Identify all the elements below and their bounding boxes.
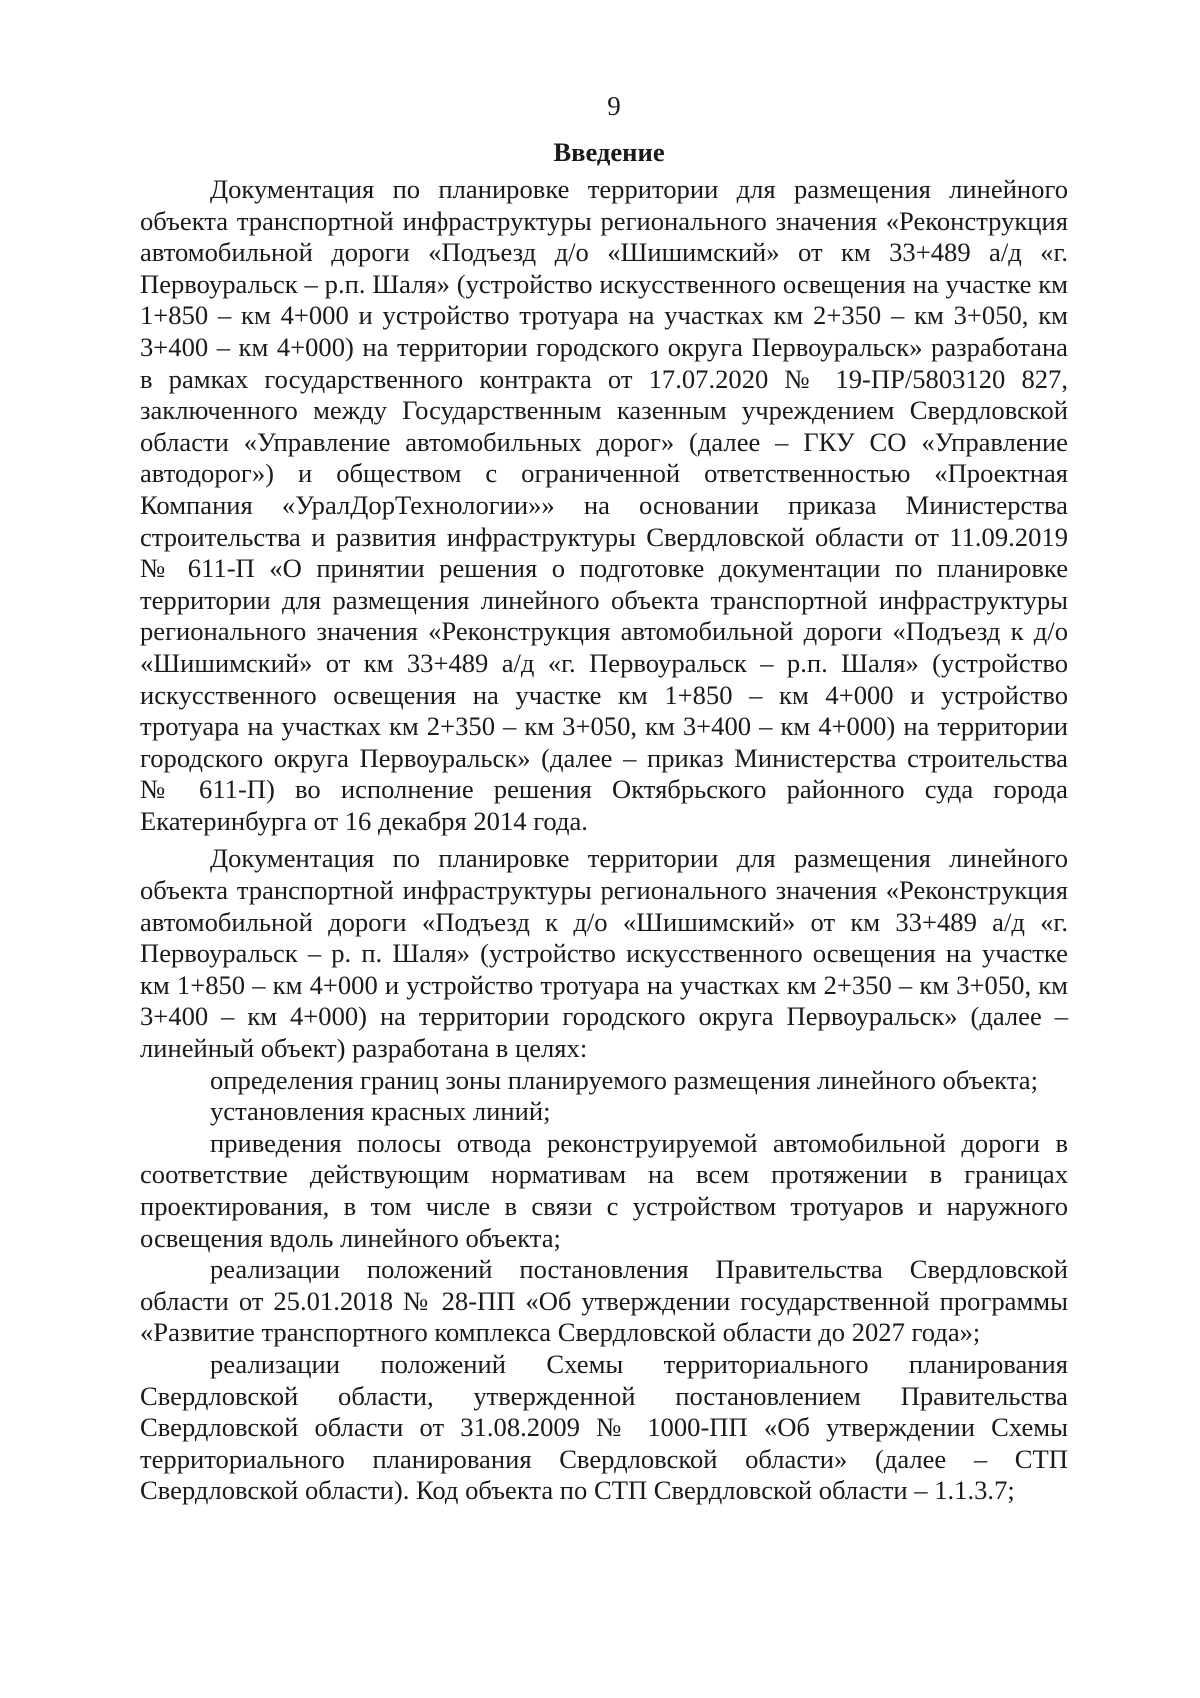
section-title: Введение (553, 137, 665, 167)
paragraph-intro-2: Документация по планировке территории для размещения линейного объекта транспортной инфраструктуры регионального значения «Реконструкция автомобильной дороги «Подъезд к д/о «Шишимский» от км 33+489 а/д «г. Первоуральск – р. п. Шаля» (устройство искусственного освещения на участке км 1+850 – км 4+000 и устройство тротуара на участках км 2+350 – км 3+050, км 3+400 – км 4+000) на территории городского округа Первоуральск» (далее – линейный объект) разработана в целях: (140, 843, 1068, 1064)
list-item-red-lines: установления красных линий; (210, 1096, 551, 1127)
list-item-right-of-way: приведения полосы отвода реконструируемой автомобильной дороги в соответствие действующим нормативам на всем протяжении в границах проектирования, в том числе в связи с устройством тротуаров и наружного освещения вдоль линейного объекта; (140, 1127, 1068, 1253)
list-item-territorial-scheme: реализации положений Схемы территориального планирования Свердловской области, утвержденной постановлением Правительства Свердловской области от 31.08.2009 № 1000-ПП «Об утверждении Схемы территориального планирования Свердловской области» (далее – СТП Свердловской области). Код объекта по СТП Свердловской области – 1.1.3.7; (140, 1348, 1068, 1506)
list-item-government-program: реализации положений постановления Правительства Свердловской области от 25.01.2018 № 28-ПП «Об утверждении государственной программы «Развитие транспортного комплекса Свердловской области до 2027 года»; (140, 1254, 1068, 1348)
paragraph-intro-1: Документация по планировке территории для размещения линейного объекта транспортной инфраструктуры регионального значения «Реконструкция автомобильной дороги «Подъезд д/о «Шишимский» от км 33+489 а/д «г. Первоуральск – р.п. Шаля» (устройство искусственного освещения на участке км 1+850 – км 4+000 и устройство тротуара на участках км 2+350 – км 3+050, км 3+400 – км 4+000) на территории городского округа Первоуральск» разработана в рамках государственного контракта от 17.07.2020 № 19-ПР/5803120 827, заключенного между Государственным казенным учреждением Свердловской области «Управление автомобильных дорог» (далее – ГКУ СО «Управление автодорог») и обществом с ограниченной ответственностью «Проектная Компания «УралДорТехнологии»» на основании приказа Министерства строительства и развития инфраструктуры Свердловской области от 11.09.2019 № 611-П «О принятии решения о подготовке документации по планировке территории для размещения линейного объекта транспортной инфраструктуры регионального значения «Реконструкция автомобильной дороги «Подъезд к д/о «Шишимский» от км 33+489 а/д «г. Первоуральск – р.п. Шаля» (устройство искусственного освещения на участке км 1+850 – км 4+000 и устройство тротуара на участках км 2+350 – км 3+050, км 3+400 – км 4+000) на территории городского округа Первоуральск» (далее – приказ Министерства строительства № 611-П) во исполнение решения Октябрьского районного суда города Екатеринбурга от 16 декабря 2014 года. (140, 174, 1068, 836)
list-item-boundaries: определения границ зоны планируемого размещения линейного объекта; (210, 1064, 1038, 1095)
page-number: 9 (607, 91, 621, 121)
